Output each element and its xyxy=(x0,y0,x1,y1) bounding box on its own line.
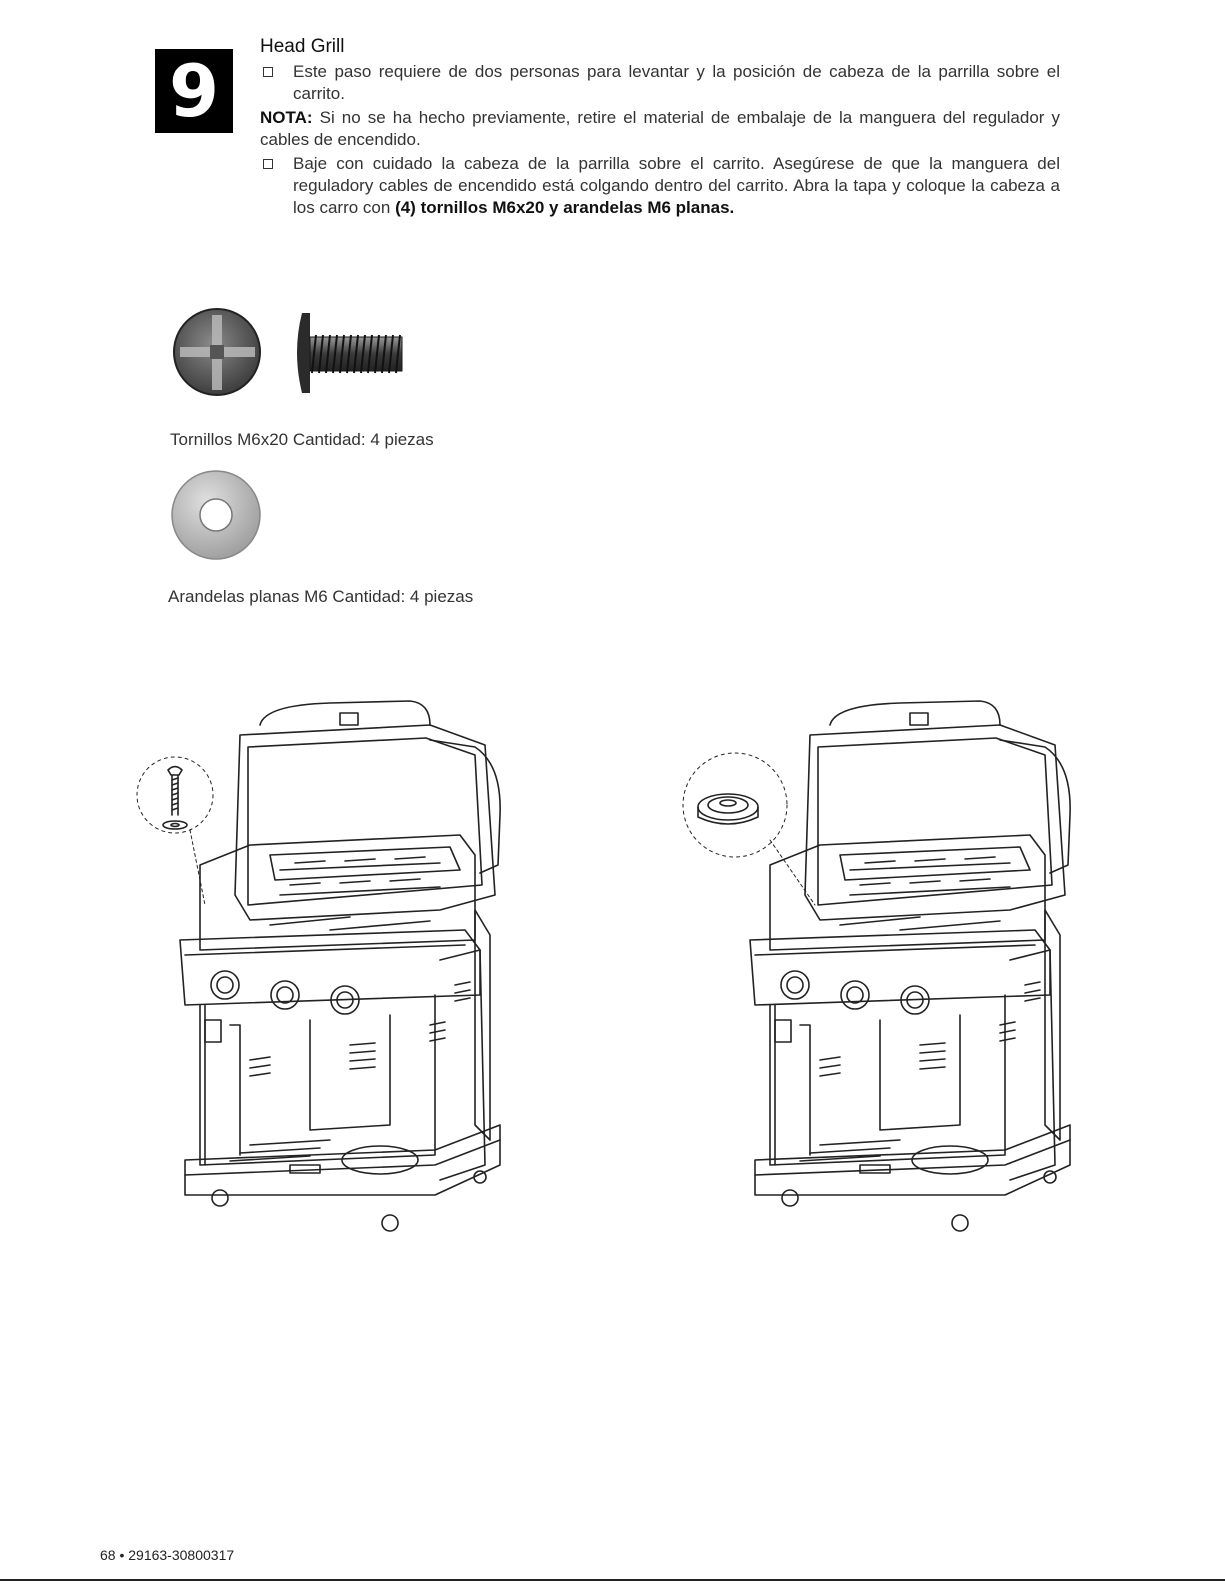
grill-assembly-figure-left xyxy=(130,695,520,1240)
screw-side-icon xyxy=(290,305,410,400)
note-text: Si no se ha hecho previamente, retire el material de embalaje de la manguera del regulador y cables de encendido. xyxy=(260,108,1060,149)
checkbox-square-icon xyxy=(263,67,273,77)
step-number-badge xyxy=(155,49,233,133)
washer-icon xyxy=(168,465,268,565)
checkbox-square-icon xyxy=(263,159,273,169)
washer-caption: Arandelas planas M6 Cantidad: 4 piezas xyxy=(168,587,474,606)
grill-assembly-figure-right xyxy=(680,695,1080,1240)
note-paragraph xyxy=(260,107,1060,151)
step-instructions xyxy=(260,36,1060,219)
step-title: Head Grill xyxy=(260,36,345,57)
screw-caption: Tornillos M6x20 Cantidad: 4 piezas xyxy=(170,430,434,449)
note-label: NOTA: xyxy=(260,108,313,127)
bottom-rule xyxy=(0,1579,1225,1581)
instruction-bullet-2 xyxy=(260,153,1060,219)
instruction-text-1: Este paso requiere de dos personas para levantar y la posición de cabeza de la parrilla sobre el carrito. xyxy=(293,62,1060,103)
instruction-bullet-1 xyxy=(260,61,1060,105)
instruction-text-2: Baje con cuidado la cabeza de la parrilla sobre el carrito. Asegúrese de que la manguera del reguladory cables de encendido está colgando dentro del carrito. Abra la tapa y coloque la cabeza a los carro con xyxy=(293,154,1060,217)
instruction-hardware: (4) tornillos M6x20 y arandelas M6 planas. xyxy=(395,198,735,217)
page-footer: 68 • 29163-30800317 xyxy=(100,1547,235,1563)
step-number: 9 xyxy=(168,49,220,133)
screw-head-icon xyxy=(170,305,265,400)
